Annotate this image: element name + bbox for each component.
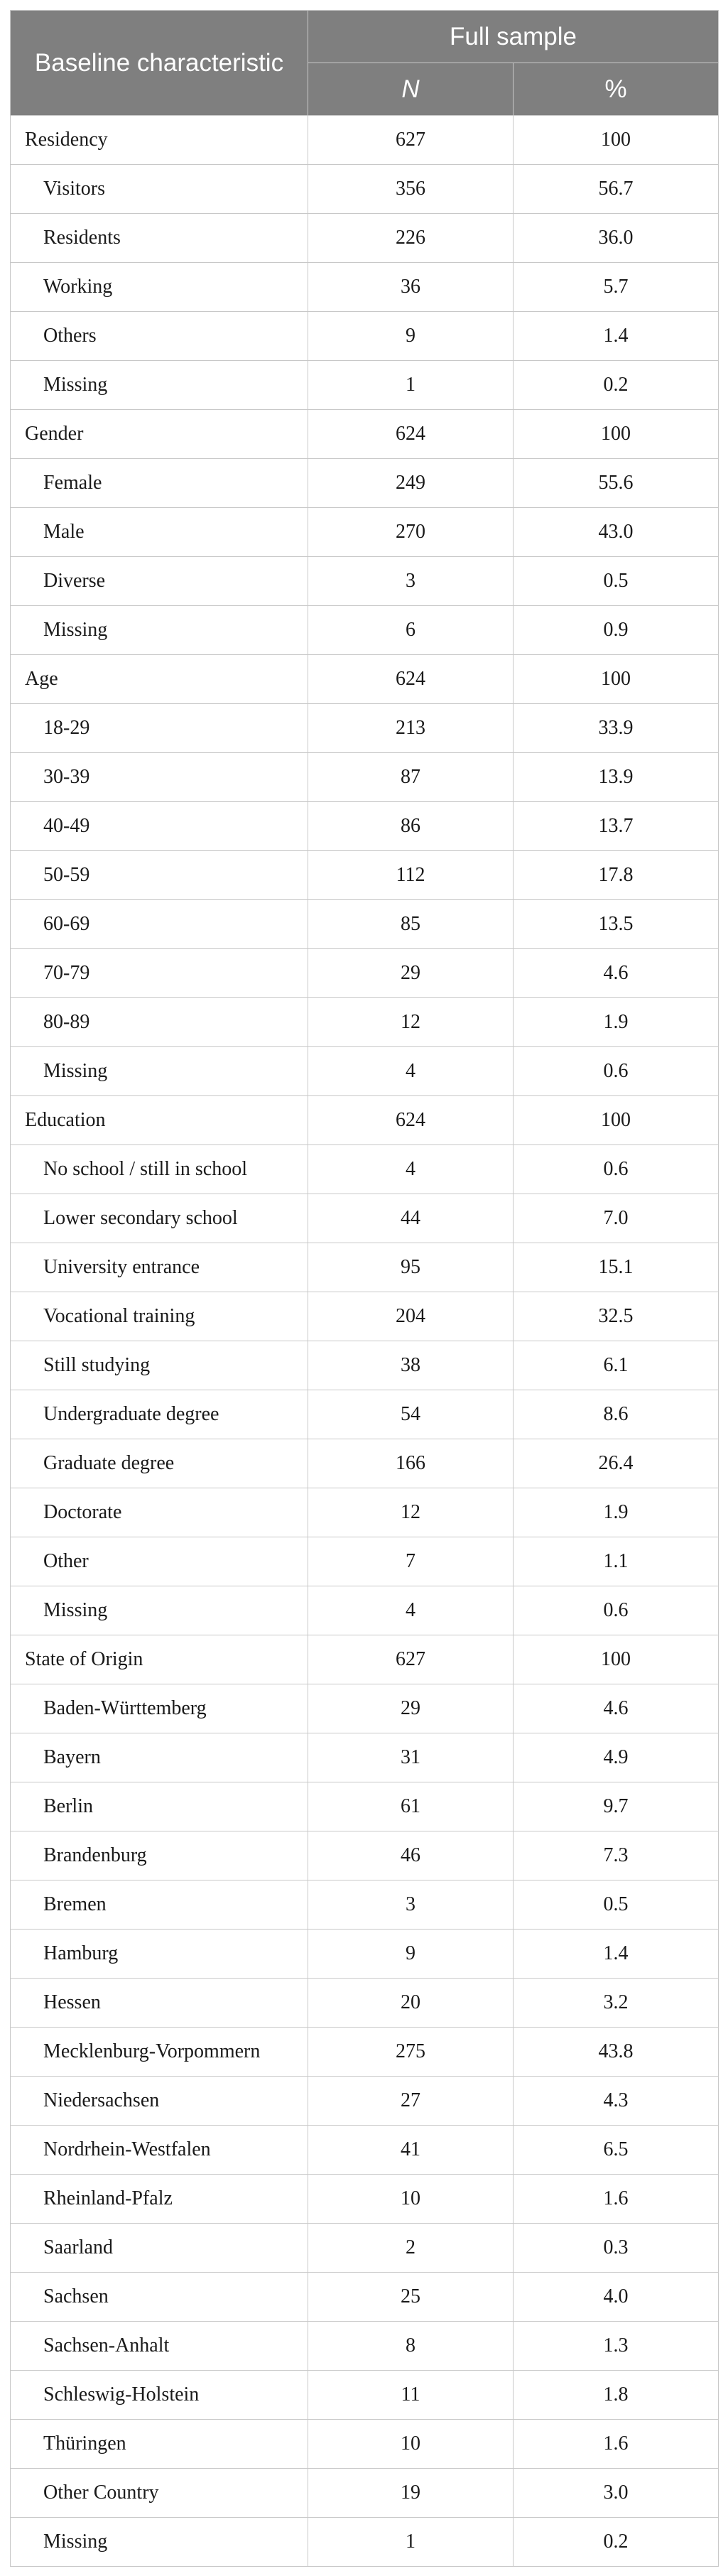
row-count: 4 (308, 1047, 514, 1096)
table-row-subcategory (11, 2126, 719, 2175)
row-label: Male (11, 508, 308, 557)
row-label: 60-69 (11, 900, 308, 949)
row-percent: 1.4 (514, 312, 719, 361)
table-row-subcategory (11, 2028, 719, 2077)
row-count: 8 (308, 2322, 514, 2371)
row-percent: 0.3 (514, 2224, 719, 2273)
row-count: 95 (308, 1243, 514, 1292)
row-percent: 33.9 (514, 704, 719, 753)
row-count: 31 (308, 1733, 514, 1782)
row-count: 12 (308, 998, 514, 1047)
row-count: 249 (308, 459, 514, 508)
row-count: 3 (308, 1880, 514, 1930)
row-count: 29 (308, 949, 514, 998)
row-percent: 26.4 (514, 1439, 719, 1488)
row-label: Brandenburg (11, 1831, 308, 1880)
table-row-subcategory (11, 704, 719, 753)
row-count: 1 (308, 2518, 514, 2567)
row-count: 627 (308, 1635, 514, 1684)
row-count: 624 (308, 410, 514, 459)
row-percent: 0.5 (514, 557, 719, 606)
row-percent: 4.0 (514, 2273, 719, 2322)
table-row-subcategory (11, 1047, 719, 1096)
table-row-subcategory (11, 1586, 719, 1635)
row-percent: 0.2 (514, 2518, 719, 2567)
row-label: Schleswig-Holstein (11, 2371, 308, 2420)
row-percent: 6.5 (514, 2126, 719, 2175)
row-count: 87 (308, 753, 514, 802)
row-label: Niedersachsen (11, 2077, 308, 2126)
row-percent: 3.0 (514, 2469, 719, 2518)
row-label: Bremen (11, 1880, 308, 1930)
row-percent: 4.9 (514, 1733, 719, 1782)
row-label: Working (11, 263, 308, 312)
row-label: Still studying (11, 1341, 308, 1390)
row-count: 213 (308, 704, 514, 753)
row-label: Bayern (11, 1733, 308, 1782)
table-row-subcategory (11, 1930, 719, 1979)
table-row-subcategory (11, 1684, 719, 1733)
header-full-sample: Full sample (308, 11, 719, 63)
row-label: Missing (11, 1047, 308, 1096)
table-row-subcategory (11, 1880, 719, 1930)
row-label: Gender (11, 410, 308, 459)
table-row-subcategory (11, 361, 719, 410)
row-label: Female (11, 459, 308, 508)
header-row-top (11, 11, 719, 63)
row-label: Doctorate (11, 1488, 308, 1537)
row-label: Lower secondary school (11, 1194, 308, 1243)
row-percent: 56.7 (514, 165, 719, 214)
row-count: 41 (308, 2126, 514, 2175)
table-row-subcategory (11, 2224, 719, 2273)
row-percent: 0.6 (514, 1145, 719, 1194)
row-count: 46 (308, 1831, 514, 1880)
table-row-subcategory (11, 214, 719, 263)
row-label: 50-59 (11, 851, 308, 900)
row-count: 12 (308, 1488, 514, 1537)
row-percent: 0.6 (514, 1047, 719, 1096)
row-label: Diverse (11, 557, 308, 606)
row-label: Missing (11, 2518, 308, 2567)
row-percent: 36.0 (514, 214, 719, 263)
row-label: Graduate degree (11, 1439, 308, 1488)
row-label: Rheinland-Pfalz (11, 2175, 308, 2224)
row-count: 356 (308, 165, 514, 214)
row-count: 85 (308, 900, 514, 949)
baseline-characteristics-table (10, 10, 719, 2567)
table-row-subcategory (11, 949, 719, 998)
row-count: 86 (308, 802, 514, 851)
row-count: 1 (308, 361, 514, 410)
row-label: State of Origin (11, 1635, 308, 1684)
row-percent: 9.7 (514, 1782, 719, 1831)
row-label: Sachsen-Anhalt (11, 2322, 308, 2371)
row-count: 9 (308, 312, 514, 361)
table-row-category (11, 1635, 719, 1684)
header-baseline-characteristic: Baseline characteristic (11, 11, 308, 116)
row-percent: 4.6 (514, 1684, 719, 1733)
header-n: N (308, 63, 514, 116)
table-row-subcategory (11, 1243, 719, 1292)
row-percent: 100 (514, 116, 719, 165)
table-row-category (11, 1096, 719, 1145)
table-row-subcategory (11, 2420, 719, 2469)
row-percent: 43.0 (514, 508, 719, 557)
row-percent: 1.6 (514, 2420, 719, 2469)
table-row-subcategory (11, 2371, 719, 2420)
row-label: Vocational training (11, 1292, 308, 1341)
table-row-subcategory (11, 557, 719, 606)
table-row-subcategory (11, 2322, 719, 2371)
row-label: No school / still in school (11, 1145, 308, 1194)
row-percent: 55.6 (514, 459, 719, 508)
table-row-subcategory (11, 1145, 719, 1194)
row-percent: 0.9 (514, 606, 719, 655)
row-count: 3 (308, 557, 514, 606)
row-percent: 6.1 (514, 1341, 719, 1390)
table-row-subcategory (11, 2273, 719, 2322)
row-percent: 1.1 (514, 1537, 719, 1586)
table-row-subcategory (11, 1194, 719, 1243)
table-row-subcategory (11, 459, 719, 508)
row-label: Visitors (11, 165, 308, 214)
table-row-subcategory (11, 606, 719, 655)
row-percent: 1.8 (514, 2371, 719, 2420)
table-row-subcategory (11, 1488, 719, 1537)
row-label: 70-79 (11, 949, 308, 998)
row-label: Hessen (11, 1979, 308, 2028)
row-percent: 1.9 (514, 1488, 719, 1537)
row-percent: 13.5 (514, 900, 719, 949)
row-percent: 1.9 (514, 998, 719, 1047)
row-count: 270 (308, 508, 514, 557)
row-count: 627 (308, 116, 514, 165)
row-count: 10 (308, 2420, 514, 2469)
table-header (11, 11, 719, 116)
table-row-subcategory (11, 753, 719, 802)
row-percent: 0.2 (514, 361, 719, 410)
row-percent: 17.8 (514, 851, 719, 900)
row-percent: 13.9 (514, 753, 719, 802)
row-count: 25 (308, 2273, 514, 2322)
row-percent: 5.7 (514, 263, 719, 312)
table-row-subcategory (11, 998, 719, 1047)
row-percent: 13.7 (514, 802, 719, 851)
row-count: 10 (308, 2175, 514, 2224)
row-label: Missing (11, 1586, 308, 1635)
row-count: 166 (308, 1439, 514, 1488)
table-row-subcategory (11, 2077, 719, 2126)
row-label: Mecklenburg-Vorpommern (11, 2028, 308, 2077)
row-percent: 100 (514, 655, 719, 704)
row-percent: 4.6 (514, 949, 719, 998)
row-label: Residents (11, 214, 308, 263)
row-count: 61 (308, 1782, 514, 1831)
row-percent: 100 (514, 1096, 719, 1145)
table-row-category (11, 410, 719, 459)
table-row-subcategory (11, 1341, 719, 1390)
row-percent: 0.5 (514, 1880, 719, 1930)
table-row-subcategory (11, 851, 719, 900)
table-row-subcategory (11, 2175, 719, 2224)
row-count: 19 (308, 2469, 514, 2518)
row-percent: 43.8 (514, 2028, 719, 2077)
row-percent: 100 (514, 410, 719, 459)
table-row-subcategory (11, 508, 719, 557)
row-count: 624 (308, 655, 514, 704)
row-label: Missing (11, 606, 308, 655)
row-count: 6 (308, 606, 514, 655)
row-percent: 100 (514, 1635, 719, 1684)
table-body (11, 116, 719, 2567)
table-row-category (11, 655, 719, 704)
row-label: Thüringen (11, 2420, 308, 2469)
row-label: Residency (11, 116, 308, 165)
table-row-subcategory (11, 165, 719, 214)
row-percent: 0.6 (514, 1586, 719, 1635)
row-percent: 3.2 (514, 1979, 719, 2028)
table-row-subcategory (11, 2518, 719, 2567)
table-row-subcategory (11, 312, 719, 361)
baseline-characteristics-table-container (10, 10, 718, 2567)
row-count: 44 (308, 1194, 514, 1243)
row-label: Other Country (11, 2469, 308, 2518)
row-label: Nordrhein-Westfalen (11, 2126, 308, 2175)
row-count: 29 (308, 1684, 514, 1733)
row-count: 54 (308, 1390, 514, 1439)
header-percent: % (514, 63, 719, 116)
row-label: 18-29 (11, 704, 308, 753)
row-label: 80-89 (11, 998, 308, 1047)
table-row-subcategory (11, 1292, 719, 1341)
row-count: 204 (308, 1292, 514, 1341)
table-row-subcategory (11, 2469, 719, 2518)
row-label: 40-49 (11, 802, 308, 851)
row-label: Undergraduate degree (11, 1390, 308, 1439)
row-count: 7 (308, 1537, 514, 1586)
table-row-subcategory (11, 802, 719, 851)
row-label: Berlin (11, 1782, 308, 1831)
row-count: 27 (308, 2077, 514, 2126)
row-label: Age (11, 655, 308, 704)
row-count: 4 (308, 1586, 514, 1635)
row-count: 11 (308, 2371, 514, 2420)
table-row-subcategory (11, 1439, 719, 1488)
row-count: 624 (308, 1096, 514, 1145)
table-row-subcategory (11, 1831, 719, 1880)
row-count: 4 (308, 1145, 514, 1194)
row-label: Missing (11, 361, 308, 410)
table-row-subcategory (11, 1537, 719, 1586)
table-row-category (11, 116, 719, 165)
row-label: Sachsen (11, 2273, 308, 2322)
row-label: 30-39 (11, 753, 308, 802)
table-row-subcategory (11, 263, 719, 312)
row-percent: 7.3 (514, 1831, 719, 1880)
row-label: Baden-Württemberg (11, 1684, 308, 1733)
row-label: Other (11, 1537, 308, 1586)
row-label: Hamburg (11, 1930, 308, 1979)
row-count: 2 (308, 2224, 514, 2273)
row-label: Education (11, 1096, 308, 1145)
row-count: 112 (308, 851, 514, 900)
row-count: 9 (308, 1930, 514, 1979)
table-row-subcategory (11, 1733, 719, 1782)
row-percent: 7.0 (514, 1194, 719, 1243)
table-row-subcategory (11, 1390, 719, 1439)
row-count: 20 (308, 1979, 514, 2028)
row-count: 275 (308, 2028, 514, 2077)
row-percent: 1.3 (514, 2322, 719, 2371)
row-count: 36 (308, 263, 514, 312)
row-percent: 8.6 (514, 1390, 719, 1439)
table-row-subcategory (11, 1979, 719, 2028)
table-row-subcategory (11, 1782, 719, 1831)
row-percent: 32.5 (514, 1292, 719, 1341)
row-percent: 1.6 (514, 2175, 719, 2224)
row-label: Others (11, 312, 308, 361)
row-percent: 15.1 (514, 1243, 719, 1292)
row-percent: 4.3 (514, 2077, 719, 2126)
row-count: 226 (308, 214, 514, 263)
row-label: Saarland (11, 2224, 308, 2273)
row-label: University entrance (11, 1243, 308, 1292)
row-count: 38 (308, 1341, 514, 1390)
row-percent: 1.4 (514, 1930, 719, 1979)
table-row-subcategory (11, 900, 719, 949)
